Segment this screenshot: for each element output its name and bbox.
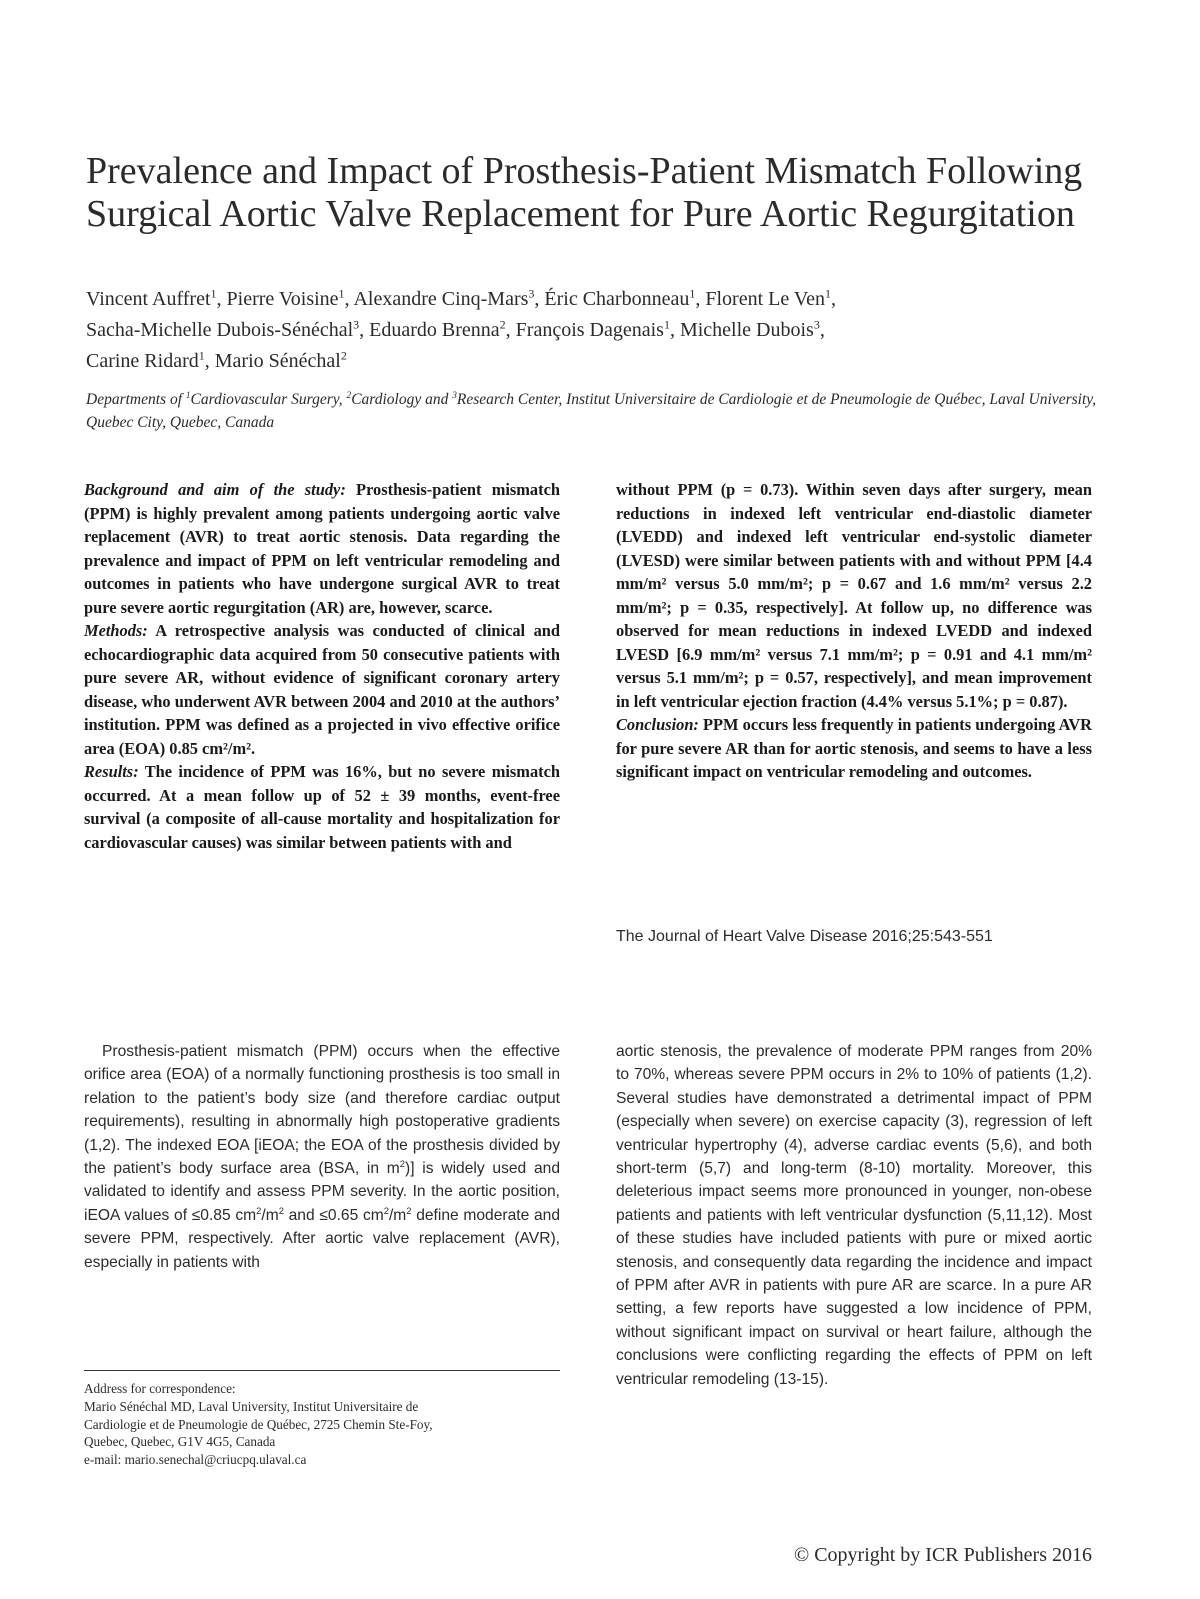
author-name: Pierre Voisine xyxy=(226,288,339,310)
correspondence-footnote xyxy=(84,1380,564,1469)
abstract-conclusion: Conclusion: PPM occurs less frequently in patients undergoing AVR for pure severe AR than for aortic stenosis, and seems to have a less significant impact on ventricular remodeling and outcomes. xyxy=(616,715,1092,781)
abstract-section-label: Background and aim of the study: xyxy=(84,480,346,499)
author-name: Alexandre Cinq-Mars xyxy=(353,288,529,310)
author-name: Florent Le Ven xyxy=(705,288,825,310)
footnote-line: Address for correspondence: xyxy=(84,1381,236,1396)
abstract-column-left xyxy=(84,478,560,854)
abstract-background: Background and aim of the study: Prosthesis-patient mismatch (PPM) is highly prevalent among patients undergoing aortic valve replacement (AVR) to treat aortic stenosis. Data regarding the prevalence and impact of PPM on left ventricular remodeling and outcomes in patients who have undergone surgical AVR to treat pure severe aortic regurgitation (AR) are, however, scarce. xyxy=(84,480,560,617)
footnote-email: e-mail: mario.senechal@criucpq.ulaval.ca xyxy=(84,1452,307,1468)
author-affiliation-mark: 1 xyxy=(338,286,345,301)
author-name: Mario Sénéchal xyxy=(214,350,341,372)
abstract-section-label: Conclusion: xyxy=(616,715,699,734)
author-affiliation-mark: 3 xyxy=(528,286,535,301)
author-name: Sacha-Michelle Dubois-Sénéchal xyxy=(86,319,354,341)
abstract-section-label: Methods: xyxy=(84,621,148,640)
author-name: Éric Charbonneau xyxy=(544,288,690,310)
author-name: Michelle Dubois xyxy=(679,319,814,341)
body-column-right xyxy=(616,1040,1092,1391)
abstract-methods: Methods: A retrospective analysis was conducted of clinical and echocardiographic data acquired from 50 consecutive patients with pure severe AR, without evidence of significant coronary artery disease, who underwent AVR between 2004 and 2010 at the authors’ institution. PPM was defined as a projected in vivo effective orifice area (EOA) 0.85 cm²/m². xyxy=(84,621,560,758)
footnote-divider xyxy=(84,1370,560,1371)
abstract-column-right xyxy=(616,478,1092,784)
abstract-results-continued: without PPM (p = 0.73). Within seven days after surgery, mean reductions in indexed left ventricular end-diastolic diameter (LVEDD) and indexed left ventricular end-systolic diameter (LVESD) were similar between patients with and without PPM [4.4 mm/m² versus 5.0 mm/m²; p = 0.67 and 1.6 mm/m² versus 2.2 mm/m²; p = 0.35, respectively]. At follow up, no difference was observed for mean reductions in indexed LVEDD and indexed LVESD [6.9 mm/m² versus 7.1 mm/m²; p = 0.91 and 4.1 mm/m² versus 5.1 mm/m²; p = 0.57, respectively], and mean improvement in left ventricular ejection fraction (4.4% versus 5.1%; p = 0.87). xyxy=(616,480,1092,711)
author-name: Carine Ridard xyxy=(86,350,199,372)
author-affiliation-mark: 1 xyxy=(198,348,205,363)
author-name: Vincent Auffret xyxy=(86,288,211,310)
author-affiliation-mark: 1 xyxy=(210,286,217,301)
author-name: François Dagenais xyxy=(515,319,664,341)
body-paragraph: aortic stenosis, the prevalence of moderate PPM ranges from 20% to 70%, whereas severe PPM occurs in 2% to 10% of patients (1,2). Several studies have demonstrated a detrimental impact of PPM (especially when severe) on exercise capacity (3), regression of left ventricular hypertrophy (4), adverse cardiac events (5,6), and both short-term (5,7) and long-term (8-10) mortality. Moreover, this deleterious impact seems more pronounced in younger, non-obese patients and patients with left ventricular dysfunction (5,11,12). Most of these studies have included patients with pure or mixed aortic stenosis, and consequently data regarding the incidence and impact of PPM after AVR in patients with pure AR are scarce. In a pure AR setting, a few reports have suggested a low incidence of PPM, without significant impact on survival or heart failure, although the conclusions were conflicting regarding the effects of PPM on left ventricular remodeling (13-15). xyxy=(616,1043,1092,1388)
article-title: Prevalence and Impact of Prosthesis-Patient Mismatch Following Surgical Aortic Valve Replacement for Pure Aortic Regurgitation xyxy=(86,150,1083,235)
author-affiliation-mark: 2 xyxy=(499,317,506,332)
abstract-section-label: Results: xyxy=(84,762,139,781)
author-affiliation-mark: 3 xyxy=(353,317,360,332)
abstract-results: Results: The incidence of PPM was 16%, but no severe mismatch occurred. At a mean follow up of 52 ± 39 months, event-free survival (a composite of all-cause mortality and hospitalization for cardiovascular causes) was similar between patients with and xyxy=(84,762,560,852)
footnote-line: Quebec, Quebec, G1V 4G5, Canada xyxy=(84,1434,276,1450)
author-list: Vincent Auffret$^1$, Pierre Voisine$^1$, Alexandre Cinq-Mars$^3$, Éric Charbonneau$^1$, Florent Le Ven$^1$, Sacha-Michelle Dubois-Sénéchal$^3$, Eduardo Brenna$^2$, François Dagenais$^1$, Michelle Dubois$^3$, Carine Ridard$^1$, Mario Sénéchal$^2$ xyxy=(86,286,836,372)
author-affiliation-mark: 1 xyxy=(689,286,696,301)
author-affiliation-mark: 1 xyxy=(663,317,670,332)
affiliation: Departments of $^1$Cardiovascular Surgery, $^2$Cardiology and $^3$Research Center, Institut Universitaire de Cardiologie et de Pneumologie de Québec, Laval University, Quebec City, Quebec, Canada xyxy=(86,390,1097,431)
journal-citation: The Journal of Heart Valve Disease 2016;25:543-551 xyxy=(616,928,993,945)
footnote-line: Cardiologie et de Pneumologie de Québec, 2725 Chemin Ste-Foy, xyxy=(84,1416,433,1432)
author-affiliation-mark: 3 xyxy=(813,317,820,332)
author-affiliation-mark: 1 xyxy=(824,286,831,301)
author-affiliation-mark: 2 xyxy=(340,348,347,363)
footnote-line: Mario Sénéchal MD, Laval University, Institut Universitaire de xyxy=(84,1398,419,1414)
copyright-notice: © Copyright by ICR Publishers 2016 xyxy=(794,1544,1092,1566)
body-column-left xyxy=(84,1040,560,1274)
body-paragraph: Prosthesis-patient mismatch (PPM) occurs when the effective orifice area (EOA) of a normally functioning prosthesis is too small in relation to the patient’s body size (and therefore cardiac output requirements), resulting in abnormally high postoperative gradients (1,2). The indexed EOA [iEOA; the EOA of the prosthesis divided by the patient’s body surface area (BSA, in $m^2$)] is widely used and validated to identify and assess PPM severity. In the aortic position, iEOA values of ≤0.85 $cm^2/m^2$ and ≤0.65 $cm^2/m^2$ define moderate and severe PPM, respectively. After aortic valve replacement (AVR), especially in patients with xyxy=(84,1043,560,1271)
author-name: Eduardo Brenna xyxy=(369,319,500,341)
